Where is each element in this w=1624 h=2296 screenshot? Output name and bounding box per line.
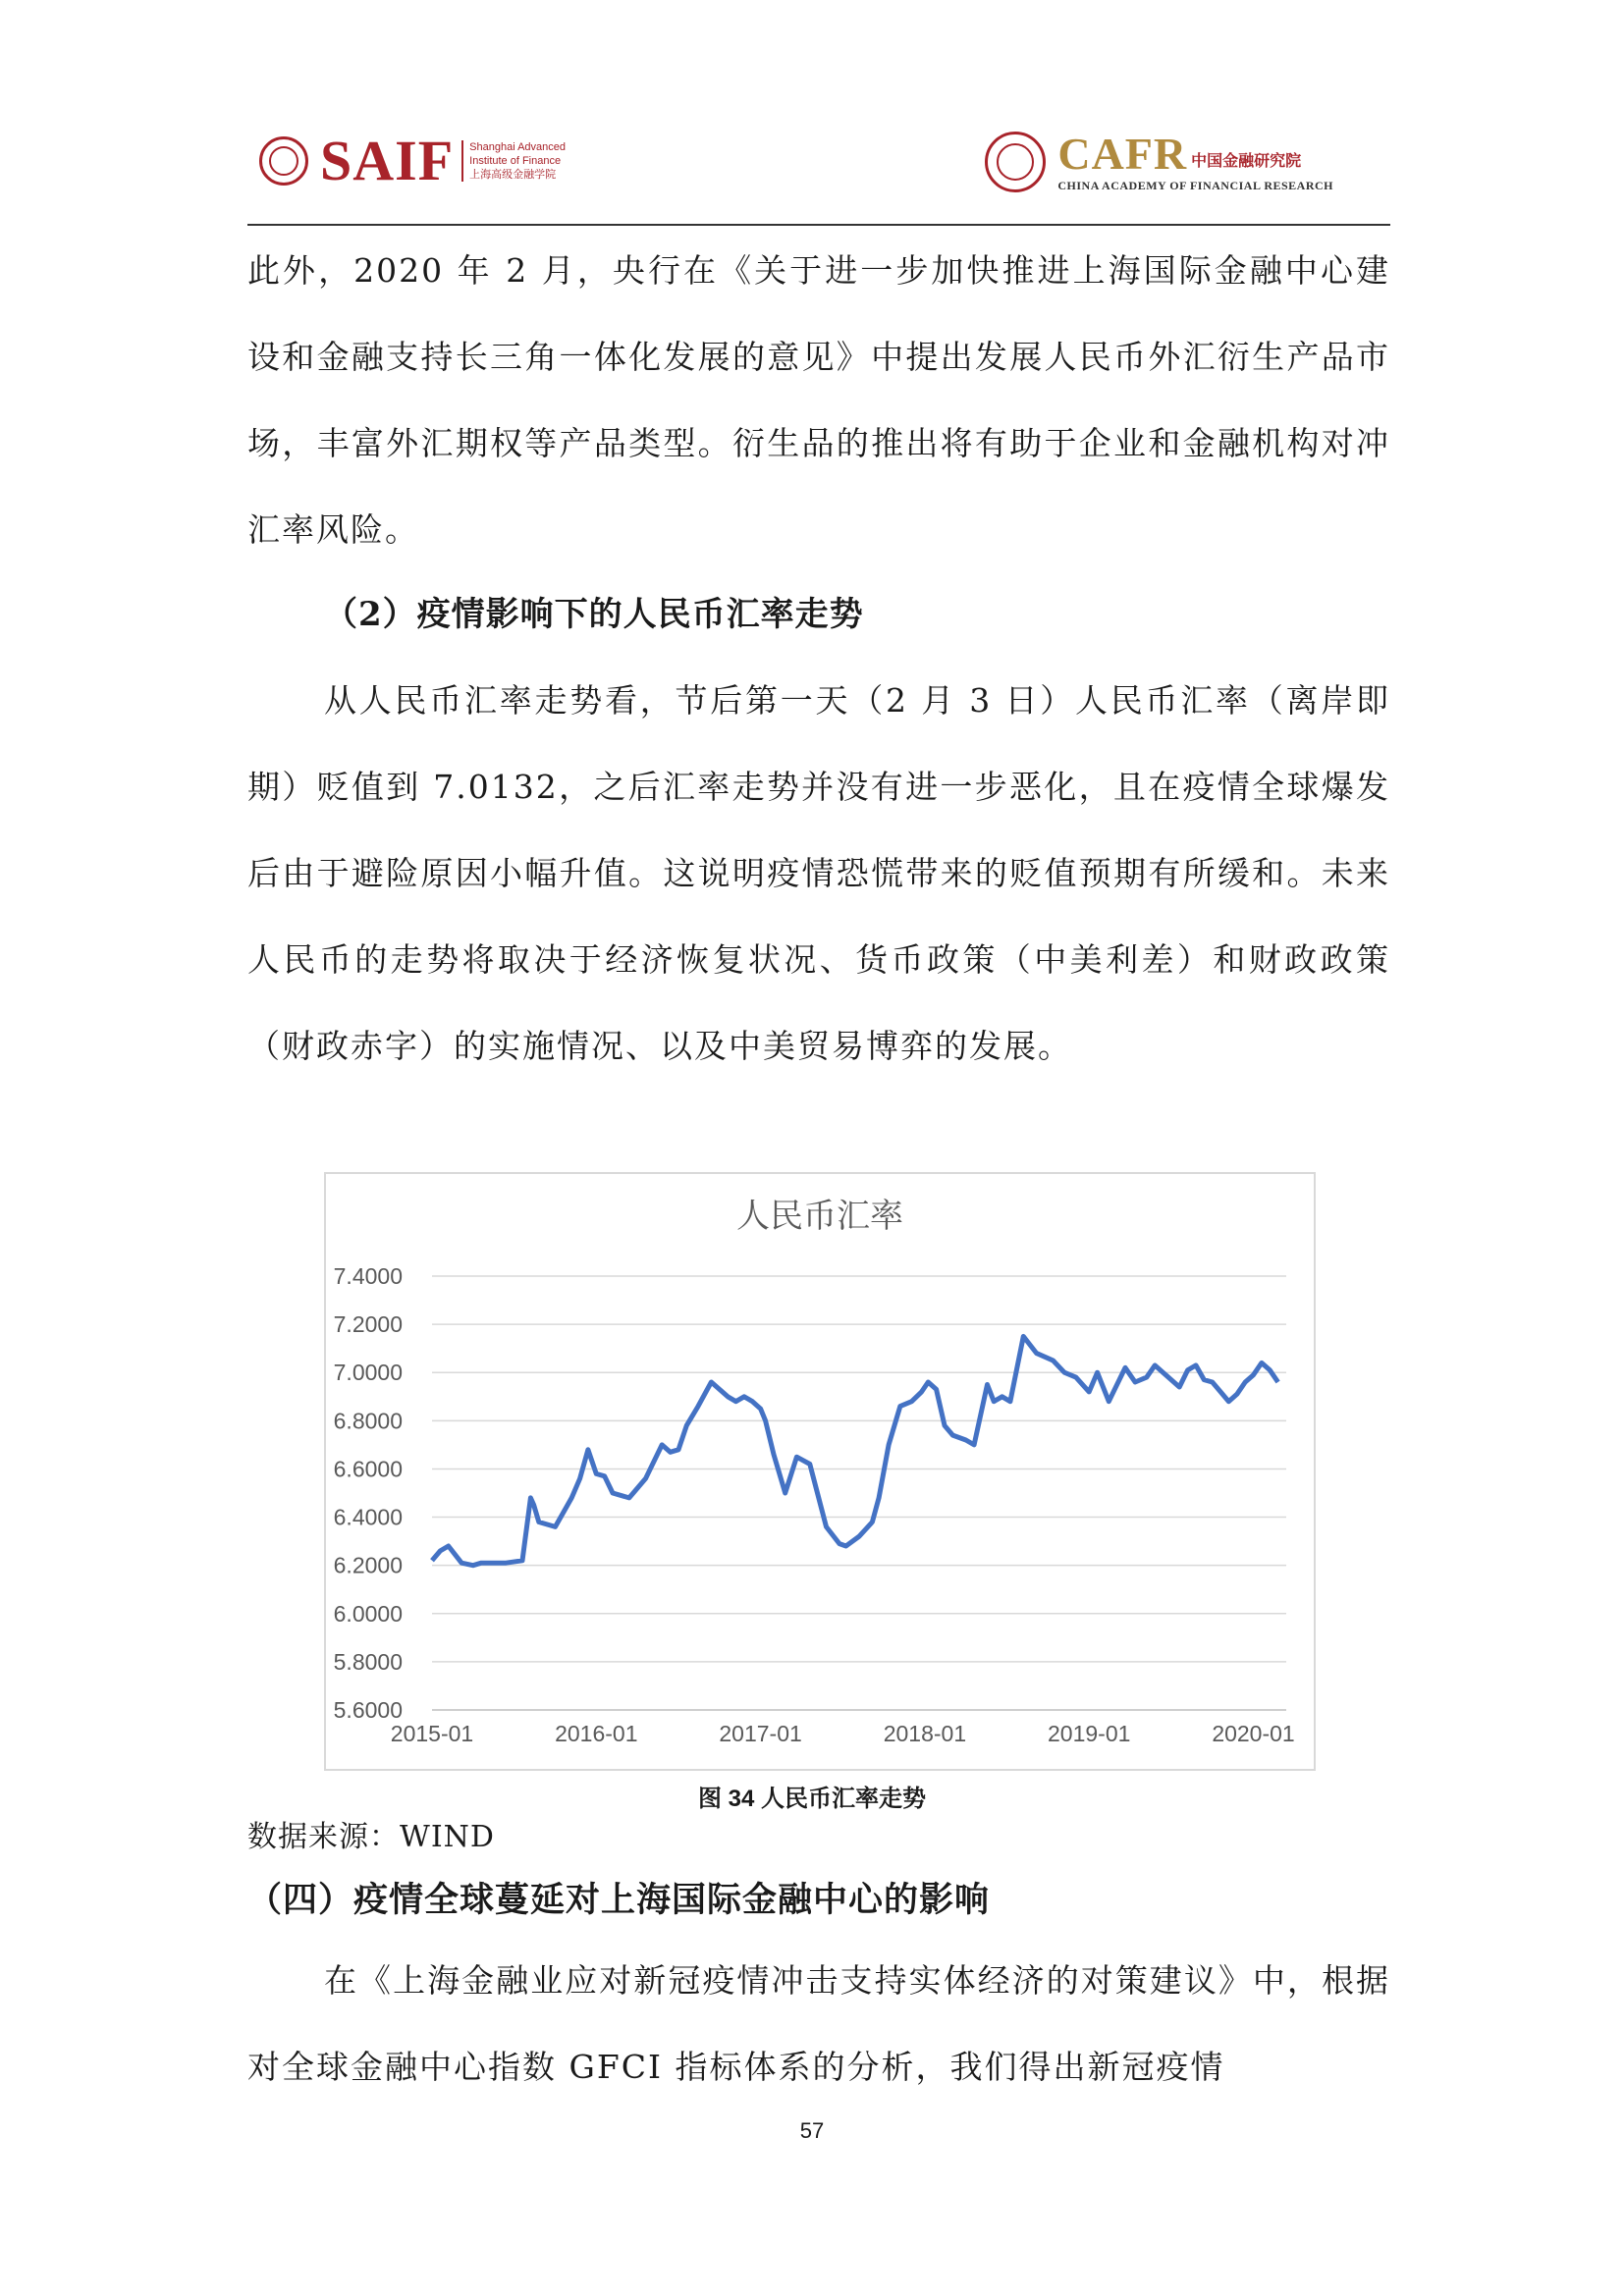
x-tick-label: 2020-01 (1212, 1721, 1295, 1746)
chart-y-axis (334, 1263, 403, 1723)
header-divider (247, 224, 1390, 226)
x-tick-label: 2016-01 (555, 1721, 638, 1746)
saif-logo-text: SAIF (320, 129, 455, 192)
cafr-seal-icon (985, 132, 1046, 192)
y-tick-label: 6.0000 (333, 1600, 403, 1627)
saif-logo (259, 127, 566, 195)
saif-subtitle (461, 140, 566, 182)
cafr-logo (985, 123, 1333, 201)
subheading: （2）疫情影响下的人民币汇率走势 (324, 595, 864, 634)
y-tick-label: 6.2000 (333, 1552, 403, 1578)
y-tick-label: 5.6000 (333, 1697, 403, 1723)
y-tick-label: 5.8000 (333, 1648, 403, 1675)
chart-canvas (326, 1174, 1314, 1769)
page-header (247, 113, 1390, 223)
page-number: 57 (799, 2118, 825, 2143)
x-tick-label: 2018-01 (883, 1721, 967, 1746)
cafr-logo-text: CAFR (1057, 128, 1188, 179)
body-paragraph-2: 从人民币汇率走势看，节后第一天（2 月 3 日）人民币汇率（离岸即期）贬值到 7.0132，之后汇率走势并没有进一步恶化，且在疫情全球爆发后由于避险原因小幅升值。这说明疫情恐慌带来的贬值预期有所缓和。未来人民币的走势将取决于经济恢复状况、货币政策（中美利差）和财政政策（财政赤字）的实施情况、以及中美贸易博弈的发展。 (247, 681, 1390, 1065)
y-tick-label: 7.4000 (333, 1263, 403, 1289)
y-tick-label: 6.8000 (333, 1408, 403, 1434)
x-tick-label: 2015-01 (390, 1721, 474, 1746)
chart-x-axis (391, 1721, 1295, 1746)
body-paragraph-3: 在《上海金融业应对新冠疫情冲击支持实体经济的对策建议》中，根据对全球金融中心指数 GFCI 指标体系的分析，我们得出新冠疫情 (247, 1961, 1390, 2086)
section-heading: （四）疫情全球蔓延对上海国际金融中心的影响 (247, 1880, 991, 1920)
series-line (432, 1336, 1278, 1565)
exchange-rate-chart (324, 1172, 1316, 1771)
x-tick-label: 2019-01 (1048, 1721, 1131, 1746)
x-tick-label: 2017-01 (719, 1721, 802, 1746)
figure-caption: 图 34 人民币汇率走势 (697, 1786, 927, 1812)
saif-sub-line: Shanghai Advanced (469, 141, 567, 153)
cafr-chinese-name: 中国金融研究院 (1191, 150, 1302, 170)
chart-gridlines (432, 1276, 1286, 1710)
body-paragraph-1: 此外，2020 年 2 月，央行在《关于进一步加快推进上海国际金融中心建设和金融支持长三角一体化发展的意见》中提出发展人民币外汇衍生产品市场，丰富外汇期权等产品类型。衍生品的推出将有助于企业和金融机构对冲汇率风险。 (247, 251, 1390, 549)
cafr-english-name: CHINA ACADEMY OF FINANCIAL RESEARCH (1057, 178, 1333, 192)
y-tick-label: 6.4000 (333, 1504, 403, 1530)
saif-sub-line: Institute of Finance (469, 155, 562, 167)
y-tick-label: 7.2000 (333, 1311, 403, 1338)
y-tick-label: 6.6000 (333, 1456, 403, 1482)
chart-title: 人民币汇率 (736, 1198, 903, 1235)
saif-seal-icon (259, 136, 308, 186)
cafr-text-block (1057, 128, 1333, 193)
y-tick-label: 7.0000 (333, 1360, 403, 1386)
data-source: 数据来源：WIND (247, 1820, 495, 1854)
saif-sub-line: 上海高级金融学院 (469, 169, 557, 181)
